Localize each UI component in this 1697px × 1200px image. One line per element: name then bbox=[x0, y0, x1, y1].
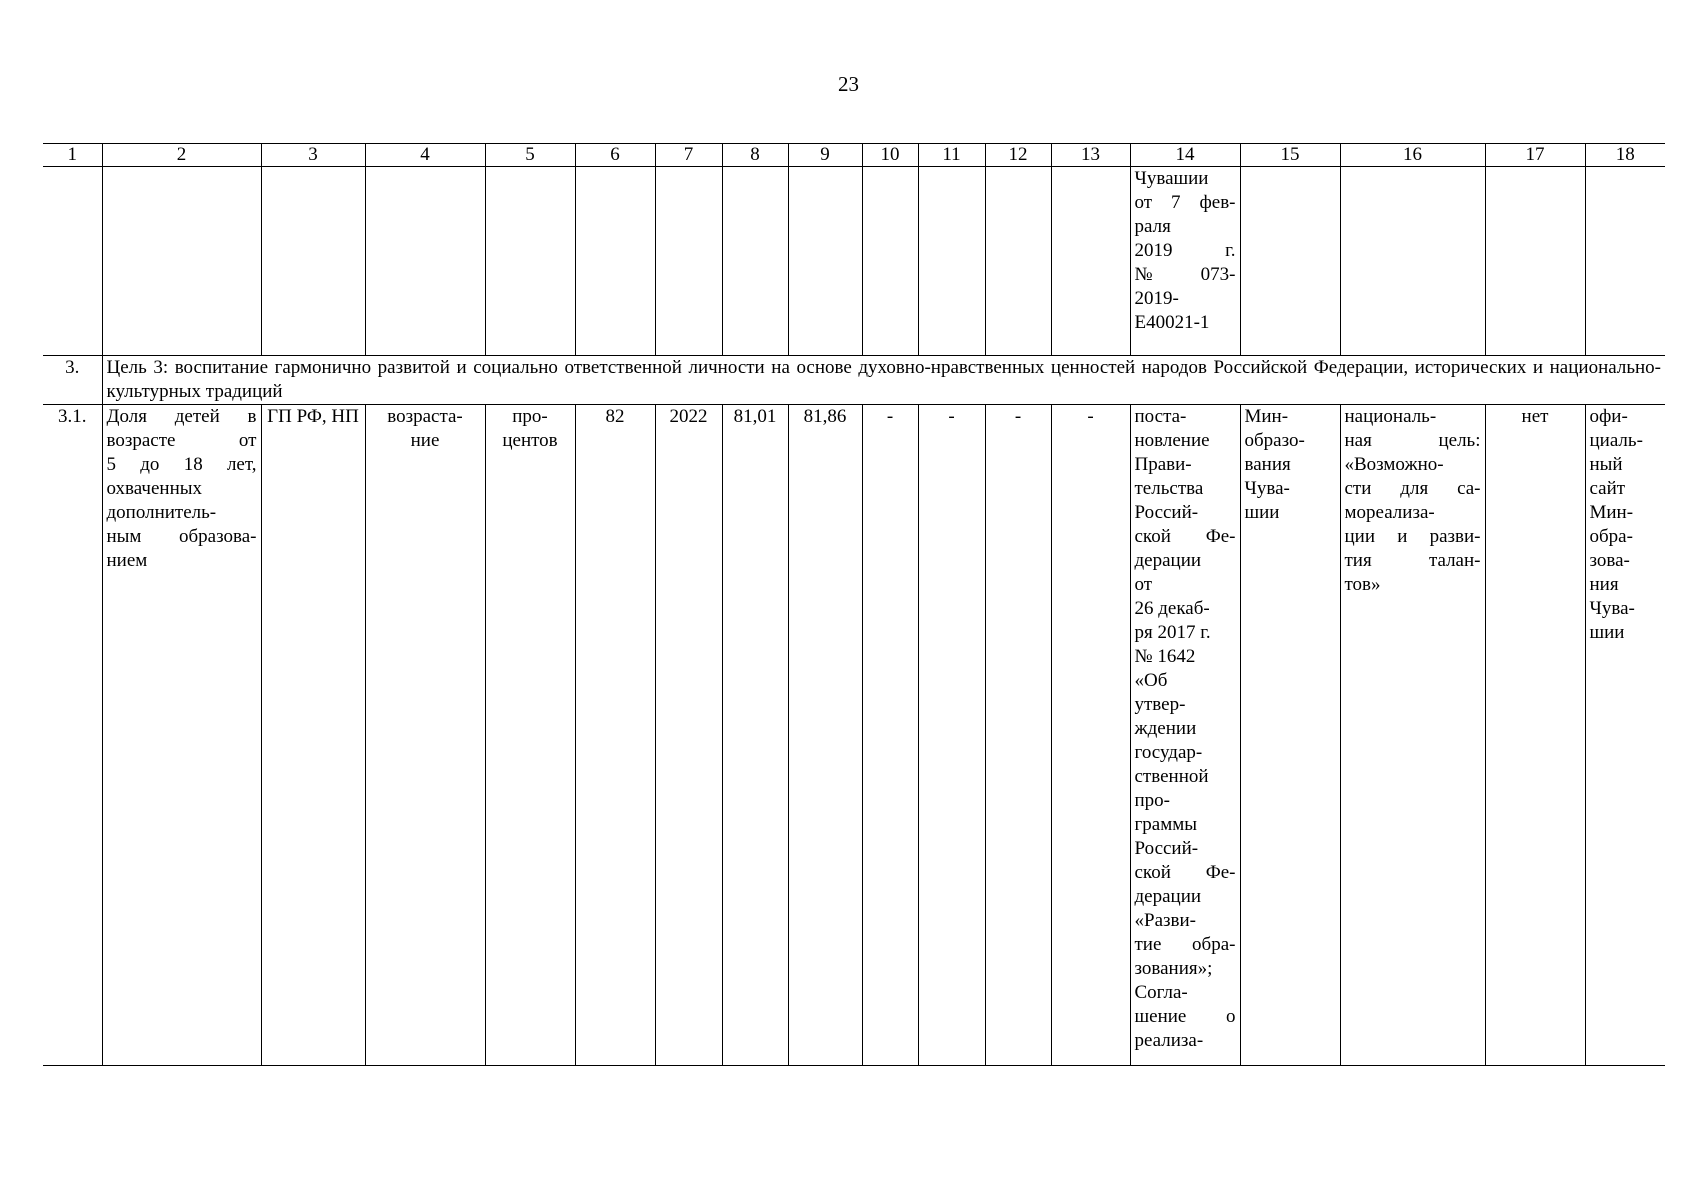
goal-row bbox=[43, 356, 1665, 405]
legal-basis-continuation-cell: Чувашии от 7 фев- раля 2019 г. № 073- 2019- Е40021-1 bbox=[1130, 167, 1240, 356]
column-number: 12 bbox=[985, 144, 1051, 167]
column-number: 11 bbox=[918, 144, 985, 167]
column-number-row bbox=[43, 144, 1665, 167]
page-number: 23 bbox=[838, 72, 859, 96]
table-cell bbox=[261, 167, 365, 356]
table-cell bbox=[485, 167, 575, 356]
table-cell bbox=[575, 167, 655, 356]
table-cell bbox=[918, 167, 985, 356]
value-col11: - bbox=[918, 405, 985, 1066]
legal-basis: поста- новление Прави- тельства Россий- ской Фе- дерации от 26 декаб- ря 2017 г. № 1642 «Об утвер- ждении государ- ственной про- граммы Россий- ской Фе- дерации «Разви- тие обра- зования»; Согла- шение о реализа- bbox=[1130, 405, 1240, 1066]
table-cell bbox=[43, 167, 102, 356]
column-number: 9 bbox=[788, 144, 862, 167]
table-cell bbox=[1240, 167, 1340, 356]
column-number: 5 bbox=[485, 144, 575, 167]
indicator-number: 3.1. bbox=[43, 405, 102, 1066]
column-number: 10 bbox=[862, 144, 918, 167]
table-cell bbox=[862, 167, 918, 356]
indicators-table bbox=[43, 143, 1665, 1066]
table-cell bbox=[985, 167, 1051, 356]
value-col17: нет bbox=[1485, 405, 1585, 1066]
column-number: 15 bbox=[1240, 144, 1340, 167]
indicator-name: Доля детей в возрасте от 5 до 18 лет, охваченных дополнитель- ным образова- нием bbox=[102, 405, 261, 1066]
table-cell bbox=[1585, 167, 1665, 356]
responsible-body: Мин- образо- вания Чува- шии bbox=[1240, 405, 1340, 1066]
table-cell bbox=[1051, 167, 1130, 356]
column-number: 18 bbox=[1585, 144, 1665, 167]
base-value: 82 bbox=[575, 405, 655, 1066]
column-number: 4 bbox=[365, 144, 485, 167]
column-number: 13 bbox=[1051, 144, 1130, 167]
indicator-row bbox=[43, 405, 1665, 1066]
table-cell bbox=[1340, 167, 1485, 356]
value-col10: - bbox=[862, 405, 918, 1066]
column-number: 8 bbox=[722, 144, 788, 167]
table-cell bbox=[102, 167, 261, 356]
column-number: 3 bbox=[261, 144, 365, 167]
indicator-type: ГП РФ, НП bbox=[261, 405, 365, 1066]
goal-text: Цель 3: воспитание гармонично развитой и социально ответственной личности на основе духовно-нравственных ценностей народов Российской Федерации, исторических и национально-культурных традиций bbox=[102, 356, 1665, 405]
information-source: офи- циаль- ный сайт Мин- обра- зова- ния Чува- шии bbox=[1585, 405, 1665, 1066]
indicator-unit: про- центов bbox=[485, 405, 575, 1066]
column-number: 1 bbox=[43, 144, 102, 167]
column-number: 7 bbox=[655, 144, 722, 167]
base-year: 2022 bbox=[655, 405, 722, 1066]
table-cell bbox=[365, 167, 485, 356]
column-number: 14 bbox=[1130, 144, 1240, 167]
column-number: 17 bbox=[1485, 144, 1585, 167]
table-cell bbox=[788, 167, 862, 356]
value-col8: 81,01 bbox=[722, 405, 788, 1066]
column-number: 16 bbox=[1340, 144, 1485, 167]
goal-number: 3. bbox=[43, 356, 102, 405]
table-cell bbox=[655, 167, 722, 356]
table-cell bbox=[722, 167, 788, 356]
value-col9: 81,86 bbox=[788, 405, 862, 1066]
value-col12: - bbox=[985, 405, 1051, 1066]
value-col13: - bbox=[1051, 405, 1130, 1066]
continuation-row bbox=[43, 167, 1665, 356]
table-cell bbox=[1485, 167, 1585, 356]
column-number: 6 bbox=[575, 144, 655, 167]
column-number: 2 bbox=[102, 144, 261, 167]
national-goal: националь- ная цель: «Возможно- сти для са- мореализа- ции и разви- тия талан- тов» bbox=[1340, 405, 1485, 1066]
indicator-direction: возраста- ние bbox=[365, 405, 485, 1066]
